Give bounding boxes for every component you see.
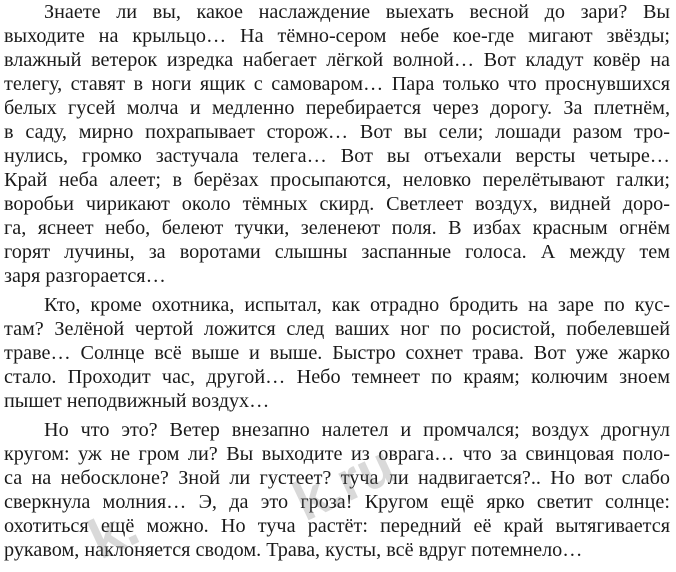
text-line: Кто, кроме охотника, испытал, как отрадно бродить на заре по кус- <box>44 294 670 316</box>
text-line: Знаете ли вы, какое наслаждение выехать весной до зари? Вы <box>44 1 670 23</box>
text-line: стало. Проходит час, другой… Небо темнеет по краям; колючим зноем <box>4 366 670 388</box>
text-line: заря разгорается… <box>4 265 166 287</box>
text-line: белых гусей молча и медленно перебирается через дорогу. За плетнём, <box>4 97 670 119</box>
paragraph-2 <box>4 293 670 413</box>
text-line: са на небосклоне? Зной ли густеет? туча ли надвигается?.. Но вот слабо <box>4 467 670 489</box>
text-line: га, яснеет небо, белеют тучки, зеленеют поля. В избах красным огнём <box>4 217 670 239</box>
watermark: k. <box>78 494 148 571</box>
text-line: траве… Солнце всё выше и выше. Быстро сохнет трава. Вот уже жарко <box>4 342 670 364</box>
text-line: влажный ветерок изредка набегает лёгкой волной… Вот кладут ковёр на <box>4 49 670 71</box>
text-line: нулись, громко застучала телега… Вот вы отъехали версты четыре… <box>4 145 670 167</box>
text-line: Край неба алеет; в берёзах просыпаются, неловко перелётывают галки; <box>4 169 670 191</box>
text-line: телегу, ставят в ноги ящик с самоваром… Пара только что проснувшихся <box>4 73 670 95</box>
paragraph-3 <box>4 418 670 562</box>
text-line: Но что это? Ветер внезапно налетел и промчался; воздух дрогнул <box>44 419 670 441</box>
paragraph-1 <box>4 0 670 288</box>
text-line: сверкнула молния… Э, да это гроза! Кругом ещё ярко светит солнце: <box>4 491 670 513</box>
text-line: пышет неподвижный воздух… <box>4 390 270 412</box>
text-line: там? Зелёной чертой ложится след ваших ног по росистой, побелевшей <box>4 318 670 340</box>
text-line: горят лучины, за воротами слышны заспанные голоса. А между тем <box>4 241 670 263</box>
text-line: рукавом, наклоняется сводом. Трава, кусты, всё вдруг потемнело… <box>4 539 583 561</box>
text-line: кругом: уж не гром ли? Вы выходите из оврага… что за свинцовая поло- <box>4 443 670 465</box>
text-line: охотиться ещё можно. Но туча растёт: передний её край вытягивается <box>4 515 670 537</box>
text-line: в саду, мирно похрапывает сторож… Вот вы сели; лошади разом тро- <box>4 121 670 143</box>
text-line: воробьи чирикают около тёмных скирд. Светлеет воздух, видней доро- <box>4 193 670 215</box>
watermark: k.ru <box>283 432 404 533</box>
text-line: выходите на крыльцо… На тёмно-сером небе кое-где мигают звёзды; <box>4 25 670 47</box>
